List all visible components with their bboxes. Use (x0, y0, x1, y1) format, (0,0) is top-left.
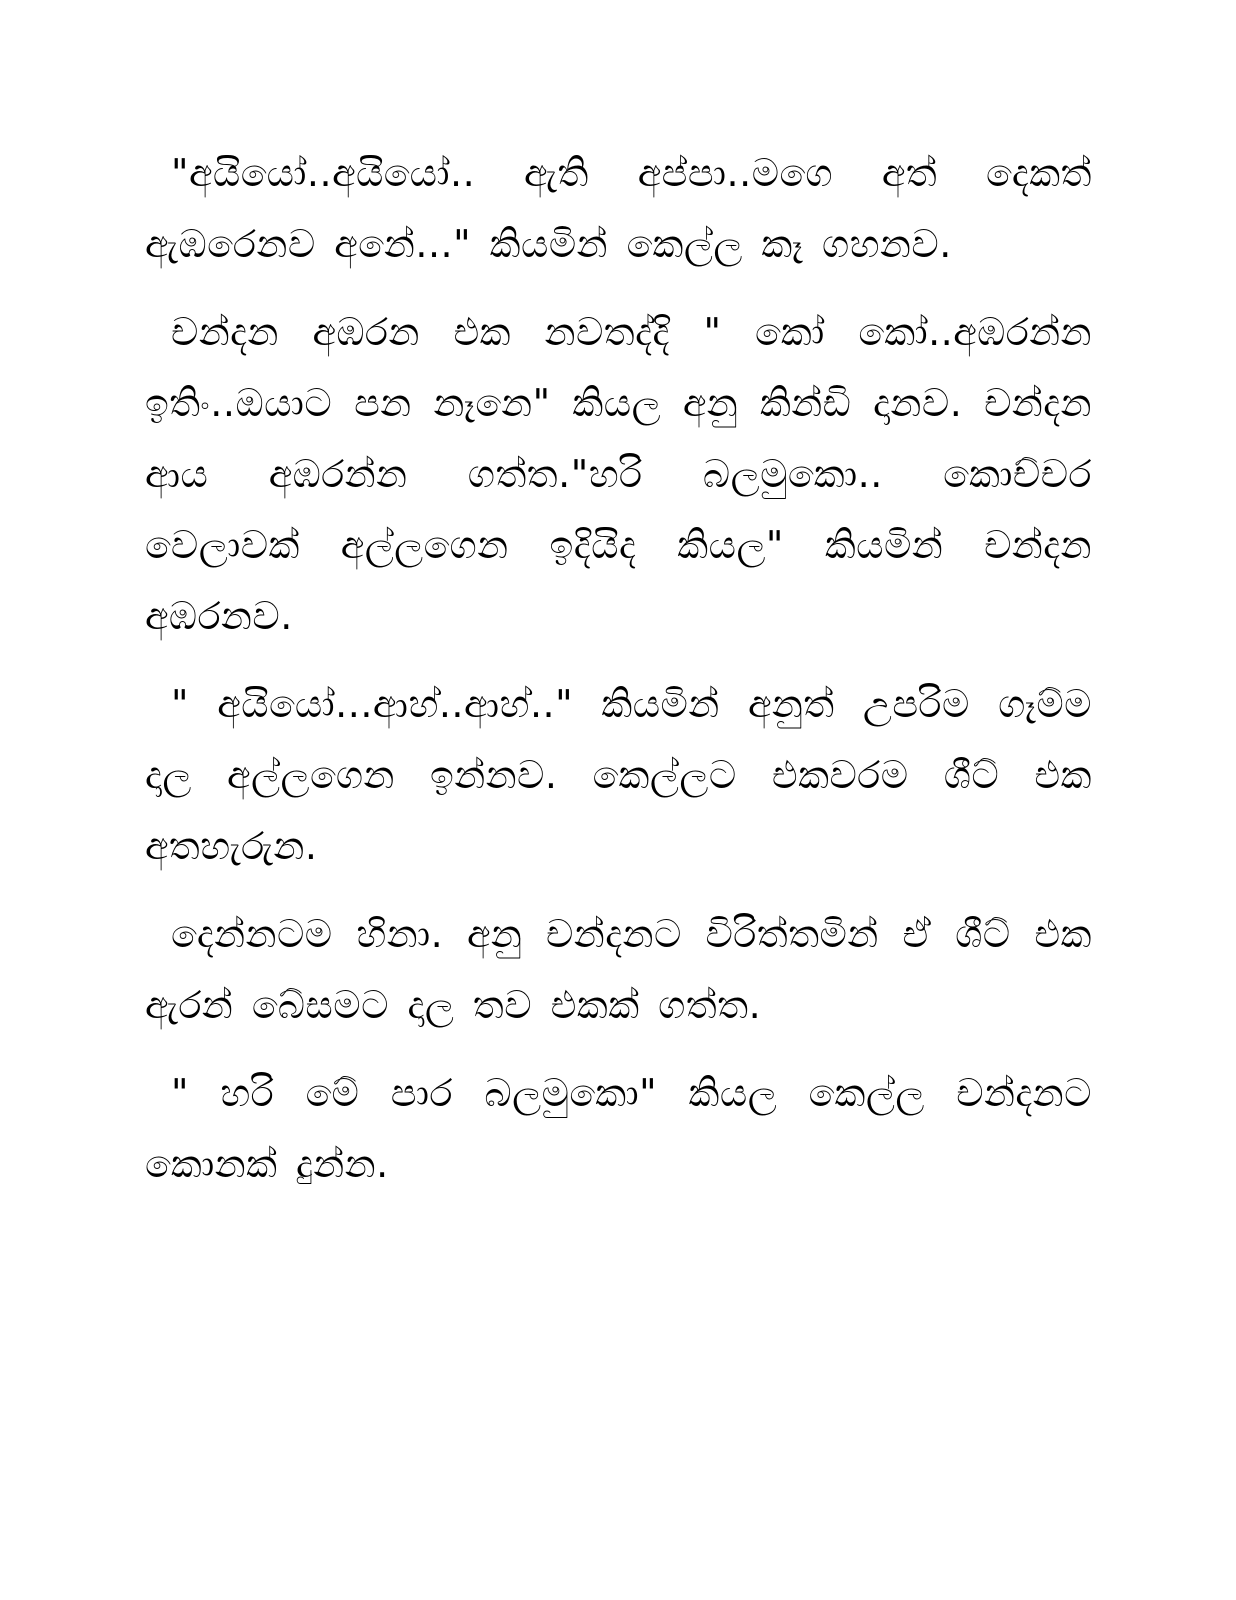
paragraph-1: "අයියෝ..අයියෝ.. ඇති අප්පා..මගෙ අත් දෙකත් ඇඹරෙනව අනේ..." කියමින් කෙල්ල කෑ ගහනව. (145, 151, 1092, 266)
paragraph-3: " අයියෝ...ආහ්..ආහ්.." කියමින් අනුත් උපරිම ගෑම්ම දාල අල්ලගෙන ඉන්නව. කෙල්ලට එකවරම ශීට් එක අතහැරුන. (145, 682, 1092, 868)
paragraph-5: " හරි මේ පාර බලමුකො" කියල කෙල්ල චන්දනට කොනක් දුන්න. (145, 1071, 1092, 1186)
paragraph-2: චන්දන අඹරන එක නවතද්දි " කෝ කෝ..අඹරන්න ඉතිං..ඔයාට පන නෑනෙ" කියල අනු කින්ඩි දානව. චන්දන ආය අඹරන්න ගත්ත."හරි බලමුකො.. කොච්චර වෙලාවක් අල්ලගෙන ඉදියිද කියල" කියමින් චන්දන අඹරනව. (145, 310, 1092, 638)
story-text-block (145, 138, 1092, 1200)
paragraph-4: දෙන්නටම හිනා. අනු චන්දනට විරිත්තමින් ඒ ශීට් එක ඇරන් බේසමට දාල තව එකක් ගත්ත. (145, 912, 1092, 1027)
